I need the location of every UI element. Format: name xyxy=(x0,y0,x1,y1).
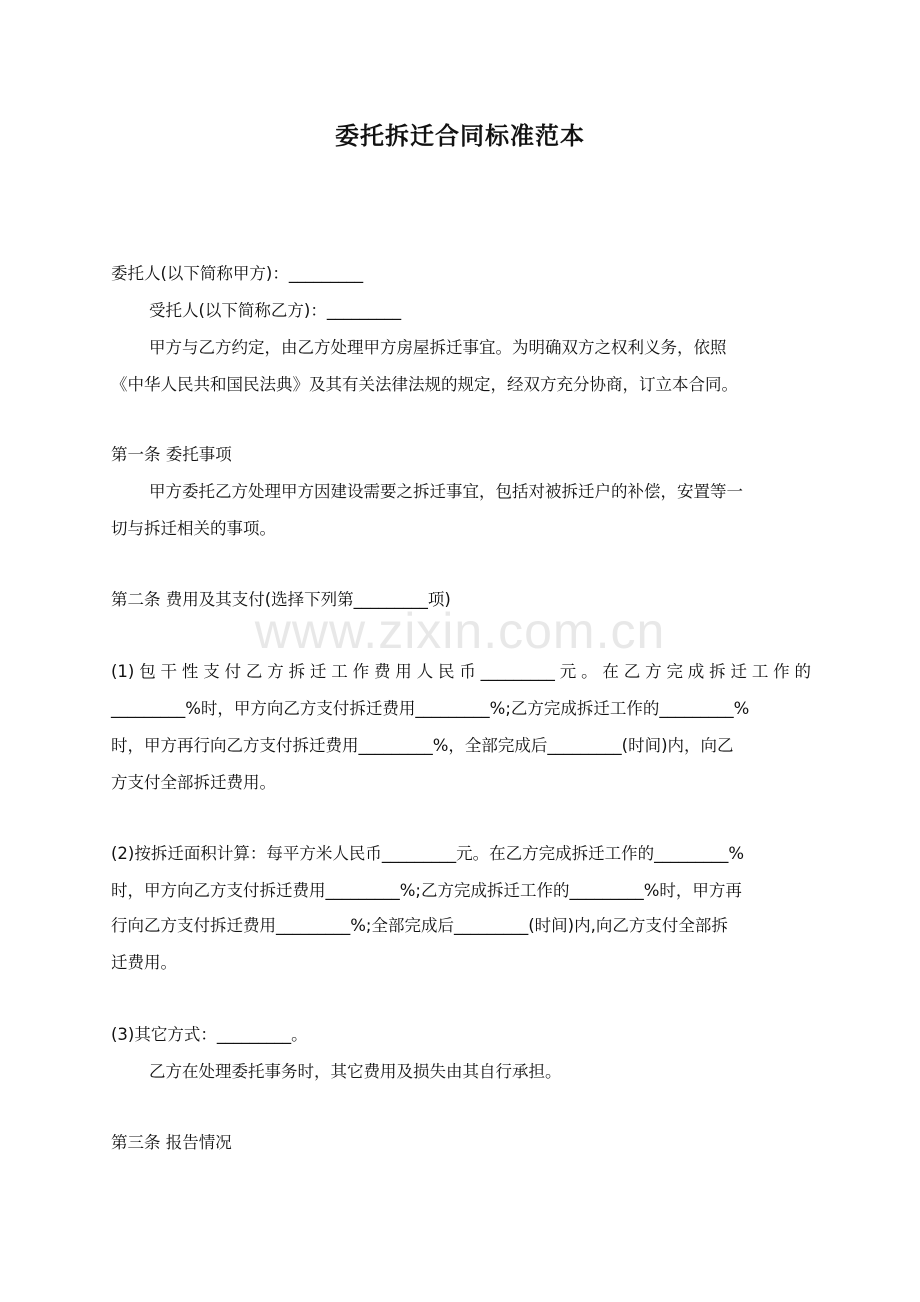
text-line: (2)按拆迁面积计算：每平方米人民币_________元。在乙方完成拆迁工作的_________% xyxy=(111,844,745,863)
text-line: 时，甲方再行向乙方支付拆迁费用_________%，全部完成后_________(时间)内，向乙 xyxy=(111,736,734,755)
section-heading: 第一条 委托事项 xyxy=(111,445,232,464)
text-line: (3)其它方式：_________。 xyxy=(111,1025,308,1044)
text-line: 时，甲方向乙方支付拆迁费用_________%;乙方完成拆迁工作的_________%时，甲方再 xyxy=(111,881,742,900)
text-line: 行向乙方支付拆迁费用_________%;全部完成后_________(时间)内,向乙方支付全部拆 xyxy=(111,916,728,935)
text-line: (1)包干性支付乙方拆迁工作费用人民币_________元。在乙方完成拆迁工作的 xyxy=(111,662,811,681)
text-line: 方支付全部拆迁费用。 xyxy=(111,773,276,792)
text-line: 受托人(以下简称乙方)：_________ xyxy=(149,301,402,320)
section-heading: 第三条 报告情况 xyxy=(111,1133,232,1152)
text-line: _________%时，甲方向乙方支付拆迁费用_________%;乙方完成拆迁工作的_________% xyxy=(111,699,750,718)
text-line: 甲方委托乙方处理甲方因建设需要之拆迁事宜，包括对被拆迁户的补偿，安置等一 xyxy=(149,482,743,501)
text-line: 乙方在处理委托事务时，其它费用及损失由其自行承担。 xyxy=(149,1062,562,1081)
text-line: 迁费用。 xyxy=(111,953,177,972)
text-line: 切与拆迁相关的事项。 xyxy=(111,519,276,538)
watermark: www.zixin.com.cn xyxy=(254,603,666,659)
page-title: 委托拆迁合同标准范本 xyxy=(335,122,585,150)
text-line: 委托人(以下简称甲方)：_________ xyxy=(111,264,364,283)
text-line: 甲方与乙方约定，由乙方处理甲方房屋拆迁事宜。为明确双方之权利义务，依照 xyxy=(149,338,727,357)
text-line: 《中华人民共和国民法典》及其有关法律法规的规定，经双方充分协商，订立本合同。 xyxy=(111,375,738,394)
section-heading: 第二条 费用及其支付(选择下列第_________项) xyxy=(111,590,451,609)
